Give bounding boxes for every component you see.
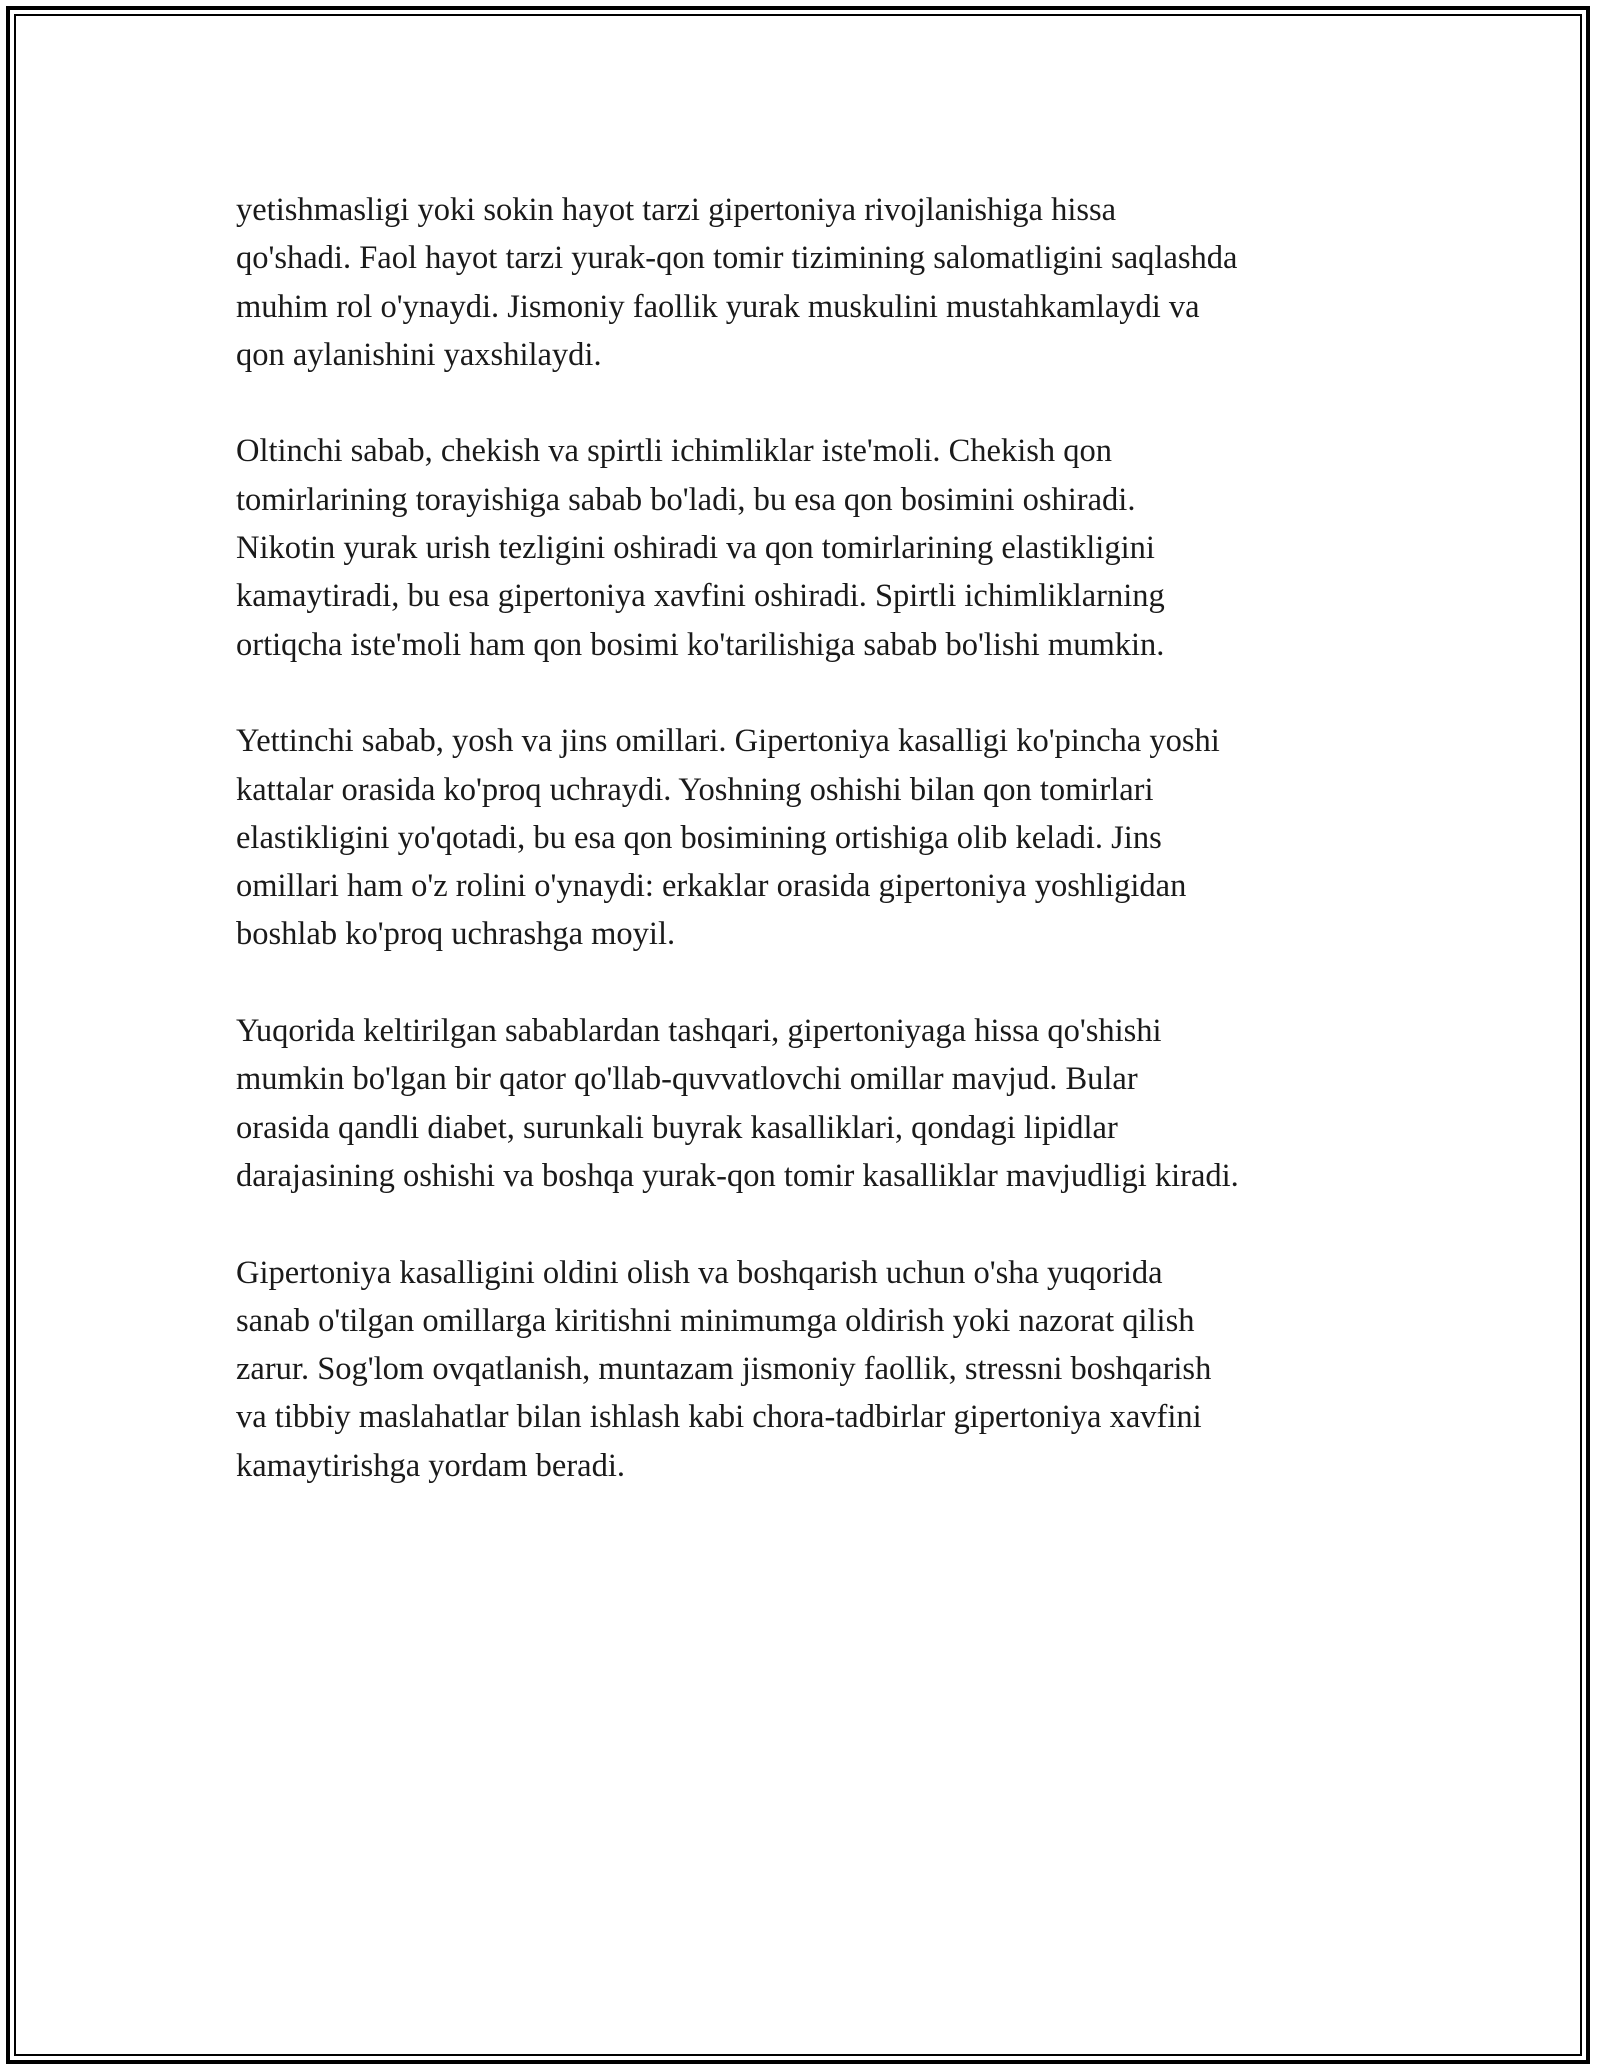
paragraph-2: Oltinchi sabab, chekish va spirtli ichimliklar iste'moli. Chekish qon tomirlarining torayishiga sabab bo'ladi, bu esa qon bosimini oshiradi. Nikotin yurak urish tezligini oshiradi va qon tomirlarining elastikligini kamaytiradi, bu esa gipertoniya xavfini oshiradi. Spirtli ichimliklarning ortiqcha iste'moli ham qon bosimi ko'tarilishiga sabab bo'lishi mumkin. [236,433,1165,663]
document-body [236,186,1386,1490]
paragraph-1: yetishmasligi yoki sokin hayot tarzi gipertoniya rivojlanishiga hissa qo'shadi. Faol hayot tarzi yurak-qon tomir tizimining salomatligini saqlashda muhim rol o'ynaydi. Jismoniy faollik yurak muskulini mustahkamlaydi va qon aylanishini yaxshilaydi. [236,192,1238,373]
paragraph-4: Yuqorida keltirilgan sabablardan tashqari, gipertoniyaga hissa qo'shishi mumkin bo'lgan bir qator qo'llab-quvvatlovchi omillar mavjud. Bular orasida qandli diabet, surunkali buyrak kasalliklari, qondagi lipidlar darajasining oshishi va boshqa yurak-qon tomir kasalliklar mavjudligi kiradi. [236,1013,1239,1194]
paragraph-5: Gipertoniya kasalligini oldini olish va boshqarish uchun o'sha yuqorida sanab o'tilgan omillarga kiritishni minimumga oldirish yoki nazorat qilish zarur. Sog'lom ovqatlanish, muntazam jismoniy faollik, stressni boshqarish va tibbiy maslahatlar bilan ishlash kabi chora-tadbirlar gipertoniya xavfini kamaytirishga yordam beradi. [236,1254,1212,1484]
paragraph-3: Yettinchi sabab, yosh va jins omillari. Gipertoniya kasalligi ko'pincha yoshi kattalar orasida ko'proq uchraydi. Yoshning oshishi bilan qon tomirlari elastikligini yo'qotadi, bu esa qon bosimining ortishiga olib keladi. Jins omillari ham o'z rolini o'ynaydi: erkaklar orasida gipertoniya yoshligidan boshlab ko'proq uchrashga moyil. [236,723,1220,953]
